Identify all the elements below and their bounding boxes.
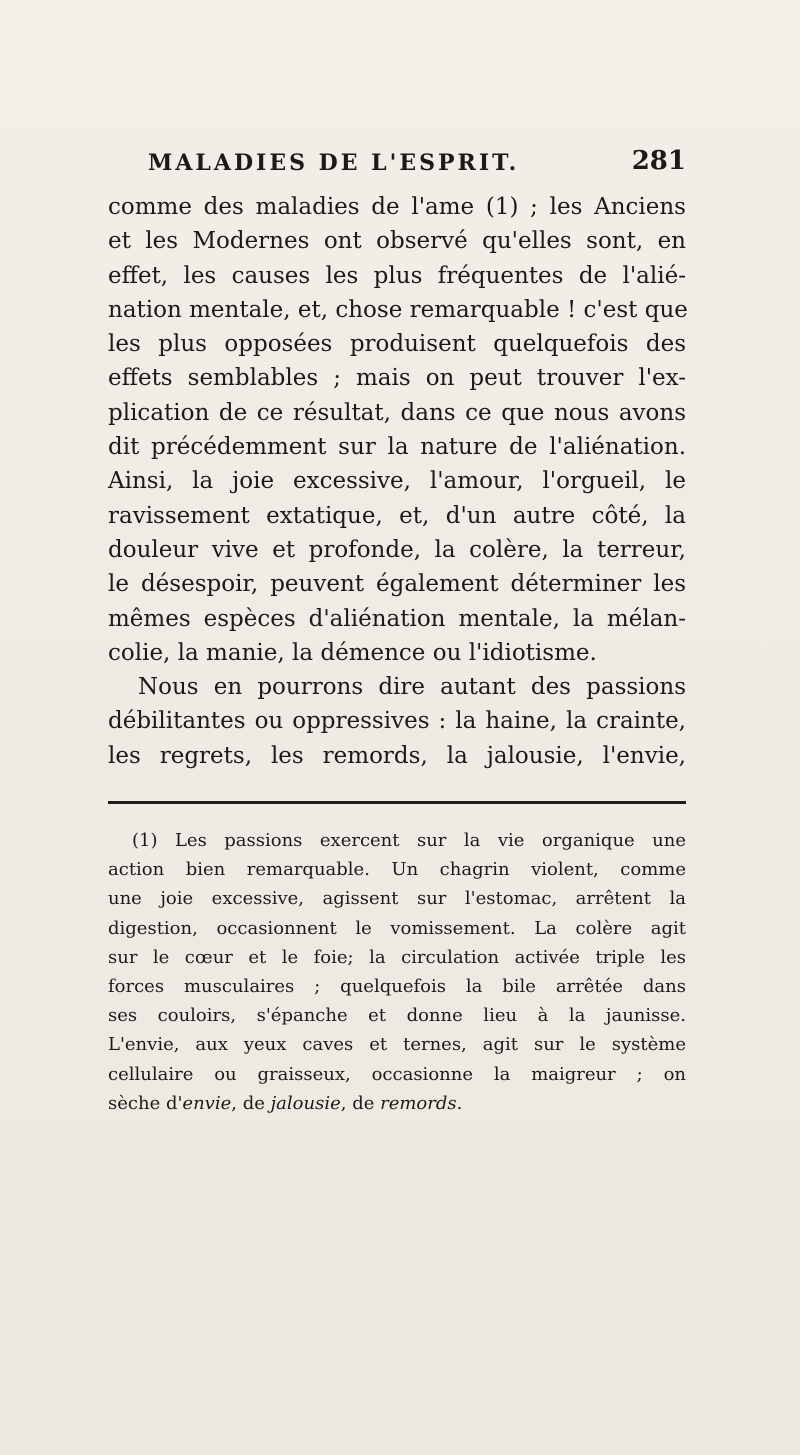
footnote-divider bbox=[108, 801, 686, 804]
text-line: dit précédemment sur la nature de l'aliénation. bbox=[108, 434, 686, 461]
text-line: effet, les causes les plus fréquentes de l'alié- bbox=[108, 262, 686, 289]
text-line: mêmes espèces d'aliénation mentale, la mélan- bbox=[108, 605, 686, 632]
footnote-line: L'envie, aux yeux caves et ternes, agit sur le système bbox=[108, 1034, 686, 1056]
footnote-line: une joie excessive, agissent sur l'estomac, arrêtent la bbox=[108, 888, 686, 910]
text-line: effets semblables ; mais on peut trouver l'ex- bbox=[108, 365, 686, 392]
footnote-italic-word: jalousie bbox=[270, 1092, 341, 1114]
footnote-text: , de bbox=[340, 1092, 381, 1114]
text-line: les regrets, les remords, la jalousie, l'envie, bbox=[108, 742, 686, 769]
footnote bbox=[108, 826, 686, 1118]
footnote-line: forces musculaires ; quelquefois la bile arrêtée dans bbox=[108, 975, 686, 997]
footnote-line: cellulaire ou graisseux, occasionne la maigreur ; on bbox=[108, 1063, 686, 1085]
footnote-text: , de bbox=[231, 1092, 271, 1114]
text-line: Ainsi, la joie excessive, l'amour, l'orgueil, le bbox=[108, 468, 686, 495]
page-header bbox=[108, 146, 686, 186]
footnote-text: . bbox=[456, 1092, 463, 1114]
footnote-line: (1) Les passions exercent sur la vie organique une bbox=[132, 830, 686, 851]
text-line: ravissement extatique, et, d'un autre côté, la bbox=[108, 502, 686, 529]
text-line: Nous en pourrons dire autant des passions bbox=[138, 674, 686, 701]
footnote-italic-word: envie bbox=[182, 1092, 232, 1114]
footnote-line bbox=[108, 1089, 686, 1118]
text-line: débilitantes ou oppressives : la haine, la crainte, bbox=[108, 708, 686, 735]
footnote-text: sèche d' bbox=[108, 1092, 183, 1114]
text-line: plication de ce résultat, dans ce que nous avons bbox=[108, 399, 686, 426]
footnote-line: action bien remarquable. Un chagrin violent, comme bbox=[108, 859, 686, 881]
text-line: douleur vive et profonde, la colère, la terreur, bbox=[108, 536, 686, 563]
text-line: les plus opposées produisent quelquefois des bbox=[108, 331, 686, 358]
text-line: et les Modernes ont observé qu'elles sont, en bbox=[108, 228, 686, 255]
footnote-line: ses couloirs, s'épanche et donne lieu à la jaunisse. bbox=[108, 1005, 686, 1027]
main-text bbox=[108, 190, 686, 773]
running-head: MALADIES DE L'ESPRIT. bbox=[148, 150, 520, 176]
footnote-italic-word: remords bbox=[380, 1092, 457, 1114]
footnote-line: digestion, occasionnent le vomissement. La colère agit bbox=[108, 917, 686, 939]
text-line: nation mentale, et, chose remarquable ! c'est que bbox=[108, 296, 688, 323]
page-number: 281 bbox=[631, 146, 686, 176]
footnote-line: sur le cœur et le foie; la circulation activée triple les bbox=[108, 946, 686, 968]
text-line: colie, la manie, la démence ou l'idiotisme. bbox=[108, 639, 597, 666]
text-line: le désespoir, peuvent également déterminer les bbox=[108, 571, 686, 598]
text-line: comme des maladies de l'ame (1) ; les Anciens bbox=[108, 194, 686, 220]
